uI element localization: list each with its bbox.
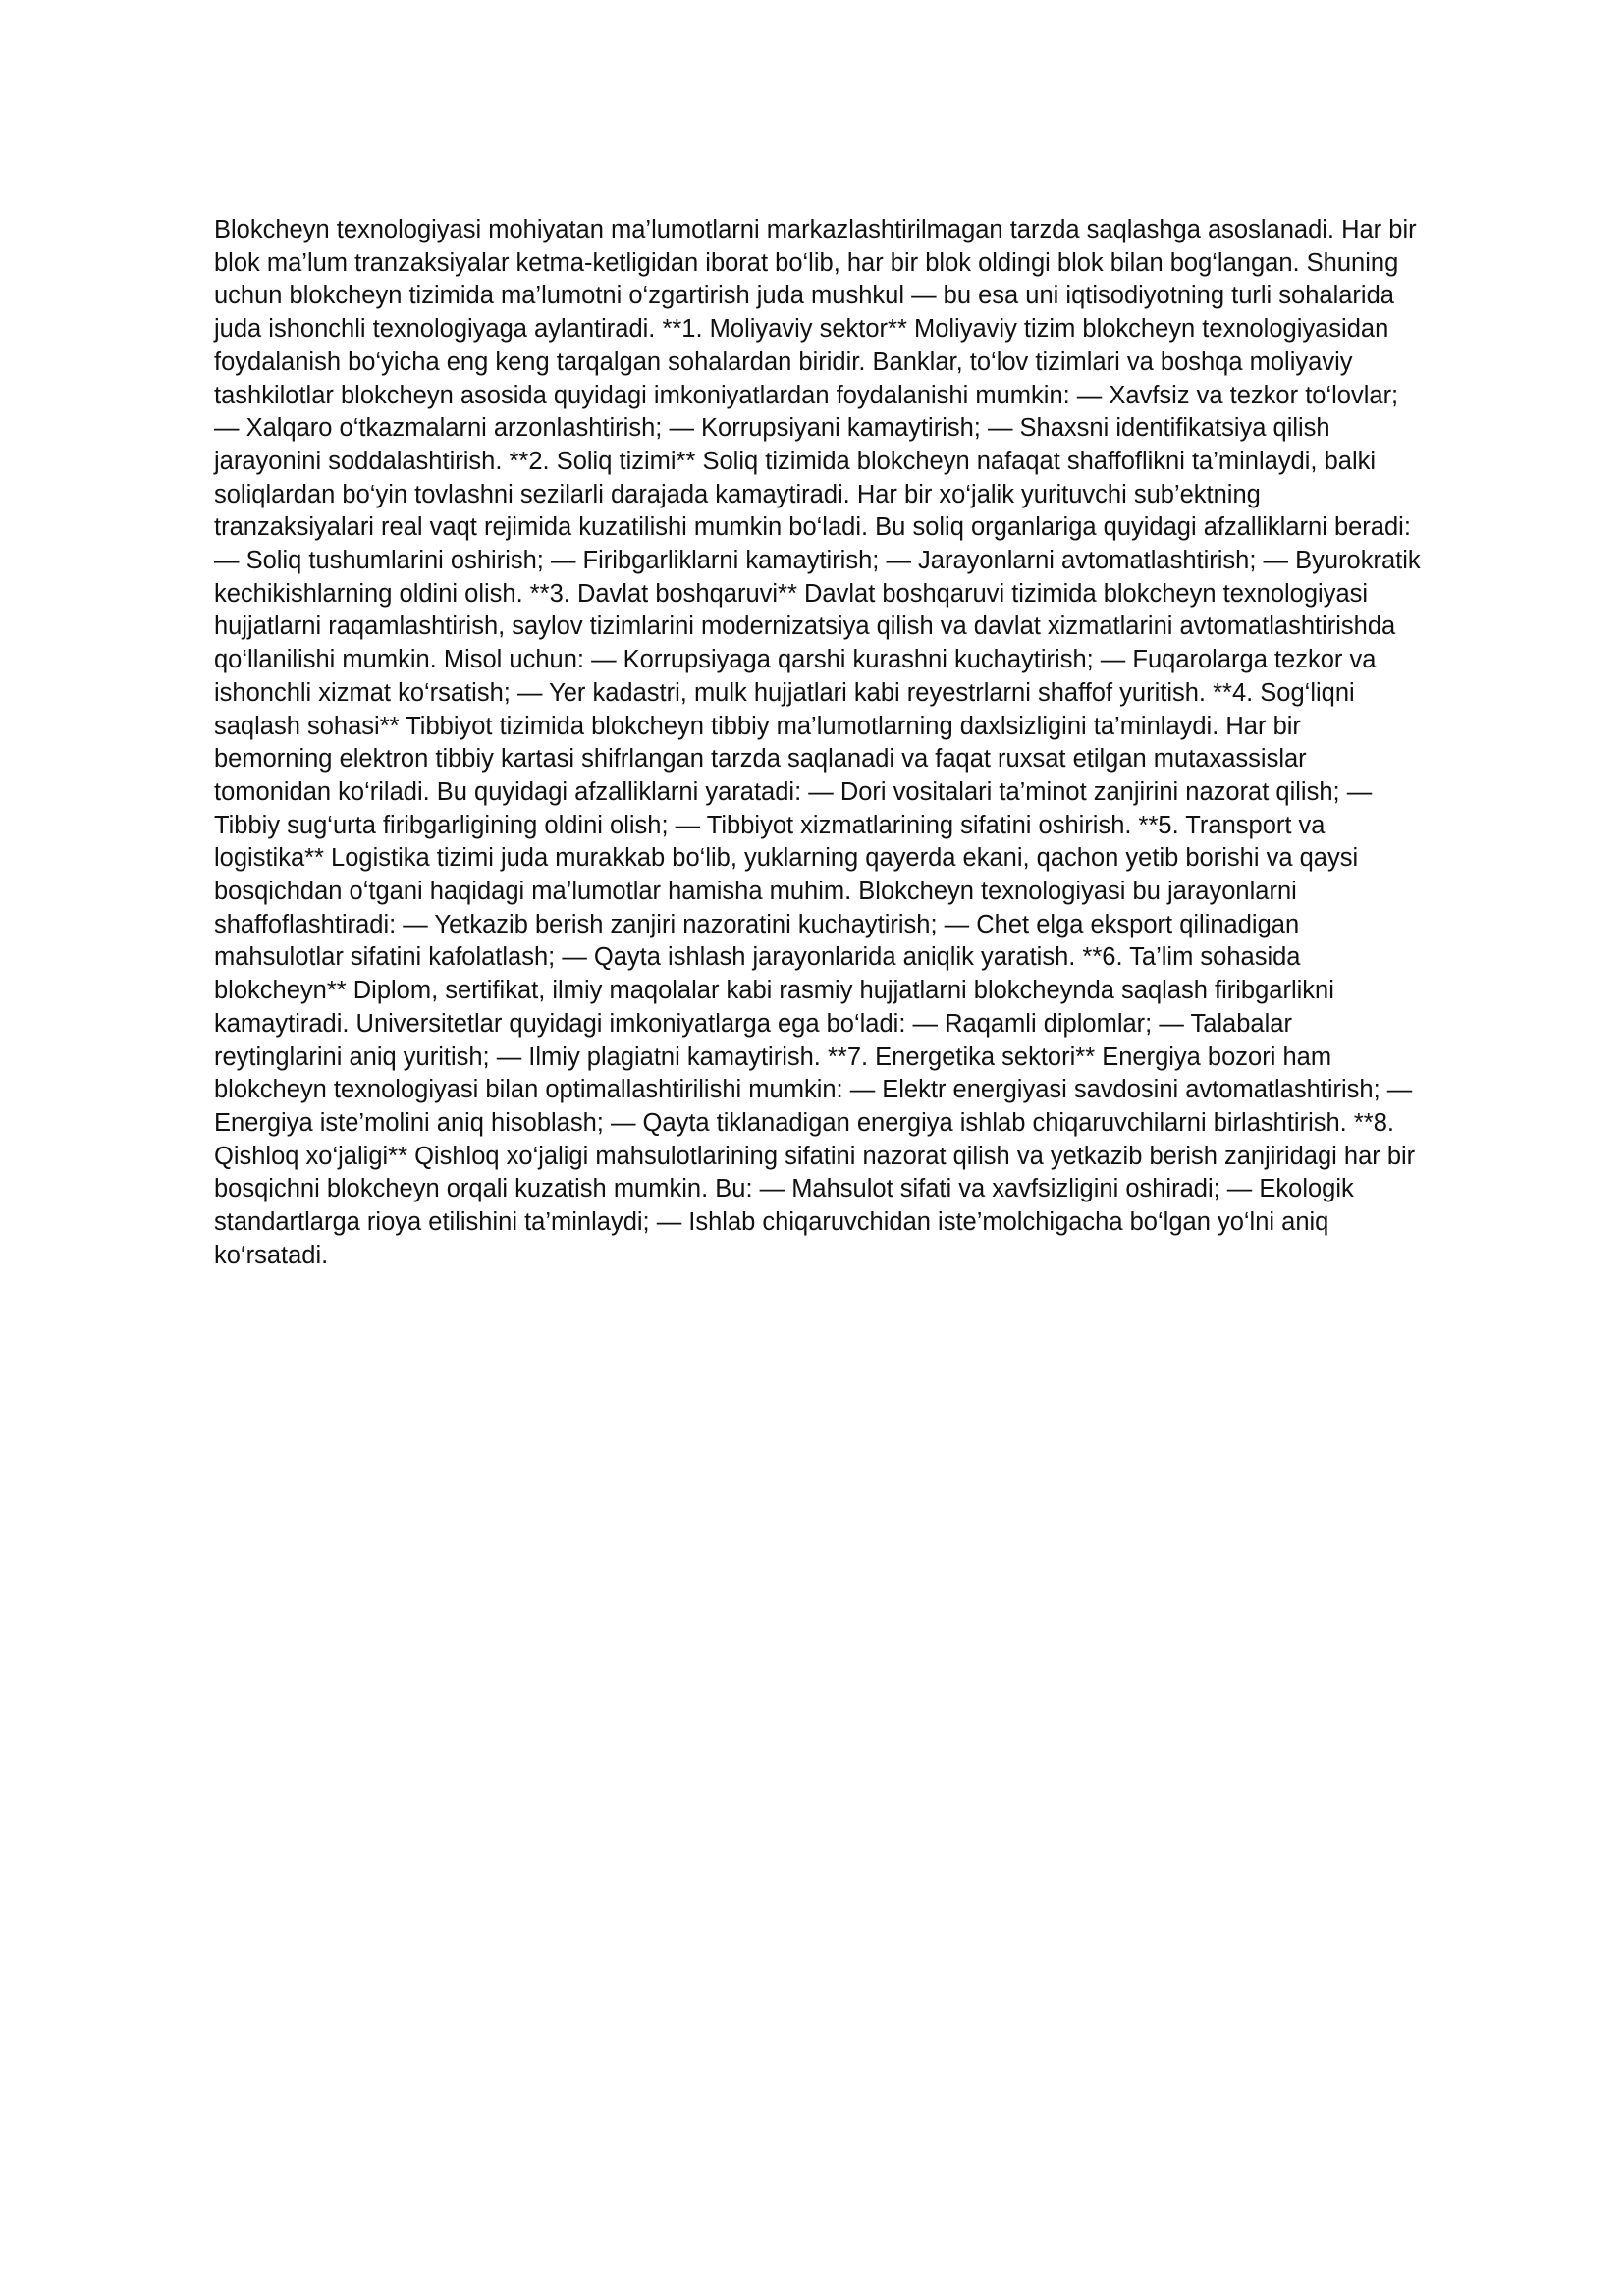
body-paragraph: Blokcheyn texnologiyasi mohiyatan ma’lumotlarni markazlashtirilmagan tarzda saqlashga asoslanadi. Har bir blok ma’lum tranzaksiyalar ketma-ketligidan iborat bo‘lib, har bir blok oldingi blok bilan bog‘langan. Shuning uchun blokcheyn tizimida ma’lumotni o‘zgartirish juda mushkul — bu esa uni iqtisodiyotning turli sohalarida juda ishonchli texnologiyaga aylantiradi. **1. Moliyaviy sektor** Moliyaviy tizim blokcheyn texnologiyasidan foydalanish bo‘yicha eng keng tarqalgan sohalardan biridir. Banklar, to‘lov tizimlari va boshqa moliyaviy tashkilotlar blokcheyn asosida quyidagi imkoniyatlardan foydalanishi mumkin: — Xavfsiz va tezkor to‘lovlar; — Xalqaro o‘tkazmalarni arzonlashtirish; — Korrupsiyani kamaytirish; — Shaxsni identifikatsiya qilish jarayonini soddalashtirish. **2. Soliq tizimi** Soliq tizimida blokcheyn nafaqat shaffoflikni ta’minlaydi, balki soliqlardan bo‘yin tovlashni sezilarli darajada kamaytiradi. Har bir xo‘jalik yurituvchi sub’ektning tranzaksiyalari real vaqt rejimida kuzatilishi mumkin bo‘ladi. Bu soliq organlariga quyidagi afzalliklarni beradi: — Soliq tushumlarini oshirish; — Firibgarliklarni kamaytirish; — Jarayonlarni avtomatlashtirish; — Byurokratik kechikishlarning oldini olish. **3. Davlat boshqaruvi** Davlat boshqaruvi tizimida blokcheyn texnologiyasi hujjatlarni raqamlashtirish, saylov tizimlarini modernizatsiya qilish va davlat xizmatlarini avtomatlashtirishda qo‘llanilishi mumkin. Misol uchun: — Korrupsiyaga qarshi kurashni kuchaytirish; — Fuqarolarga tezkor va ishonchli xizmat ko‘rsatish; — Yer kadastri, mulk hujjatlari kabi reyestrlarni shaffof yuritish. **4. Sog‘liqni saqlash sohasi** Tibbiyot tizimida blokcheyn tibbiy ma’lumotlarning daxlsizligini ta’minlaydi. Har bir bemorning elektron tibbiy kartasi shifrlangan tarzda saqlanadi va faqat ruxsat etilgan mutaxassislar tomonidan ko‘riladi. Bu quyidagi afzalliklarni yaratadi: — Dori vositalari ta’minot zanjirini nazorat qilish; — Tibbiy sug‘urta firibgarligining oldini olish; — Tibbiyot xizmatlarining sifatini oshirish. **5. Transport va logistika** Logistika tizimi juda murakkab bo‘lib, yuklarning qayerda ekani, qachon yetib borishi va qaysi bosqichdan o‘tgani haqidagi ma’lumotlar hamisha muhim. Blokcheyn texnologiyasi bu jarayonlarni shaffoflashtiradi: — Yetkazib berish zanjiri nazoratini kuchaytirish; — Chet elga eksport qilinadigan mahsulotlar sifatini kafolatlash; — Qayta ishlash jarayonlarida aniqlik yaratish. **6. Ta’lim sohasida blokcheyn** Diplom, sertifikat, ilmiy maqolalar kabi rasmiy hujjatlarni blokcheynda saqlash firibgarlikni kamaytiradi. Universitetlar quyidagi imkoniyatlarga ega bo‘ladi: — Raqamli diplomlar; — Talabalar reytinglarini aniq yuritish; — Ilmiy plagiatni kamaytirish. **7. Energetika sektori** Energiya bozori ham blokcheyn texnologiyasi bilan optimallashtirilishi mumkin: — Elektr energiyasi savdosini avtomatlashtirish; — Energiya iste’molini aniq hisoblash; — Qayta tiklanadigan energiya ishlab chiqaruvchilarni birlashtirish. **8. Qishloq xo‘jaligi** Qishloq xo‘jaligi mahsulotlarining sifatini nazorat qilish va yetkazib berish zanjiridagi har bir bosqichni blokcheyn orqali kuzatish mumkin. Bu: — Mahsulot sifati va xavfsizligini oshiradi; — Ekologik standartlarga rioya etilishini ta’minlaydi; — Ishlab chiqaruvchidan iste’molchigacha bo‘lgan yo‘lni aniq ko‘rsatadi. xyxy=(214,216,1421,1269)
